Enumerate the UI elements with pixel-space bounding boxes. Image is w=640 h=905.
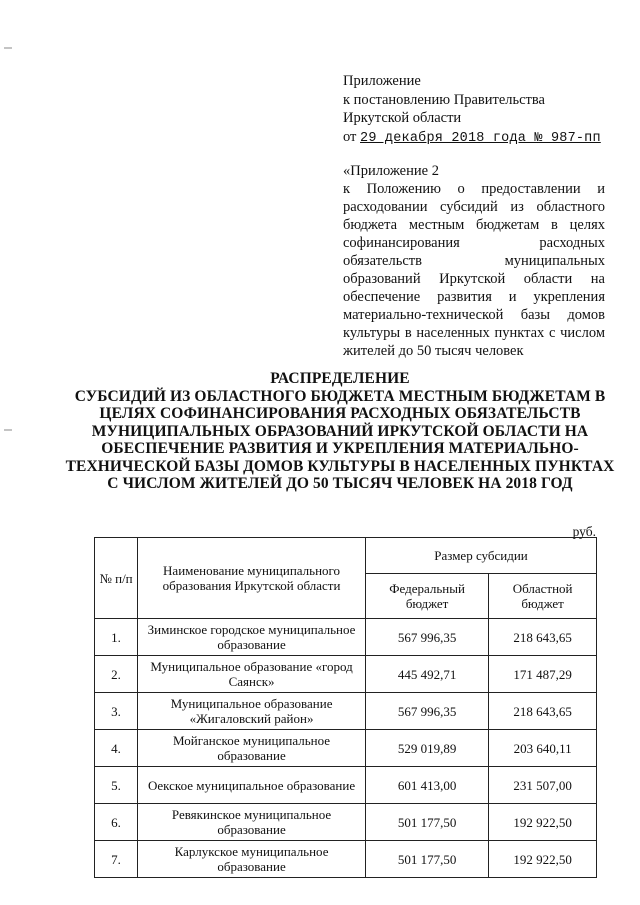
row-number: 5. <box>95 767 138 804</box>
row-regional: 192 922,50 <box>489 841 597 878</box>
row-name: Карлукское муниципальное образование <box>138 841 366 878</box>
row-number: 4. <box>95 730 138 767</box>
row-number: 3. <box>95 693 138 730</box>
row-regional: 203 640,11 <box>489 730 597 767</box>
table-header-row <box>95 538 597 574</box>
approval-line-1: Приложение <box>343 73 421 89</box>
row-name: Муниципальное образование «город Саянск» <box>138 656 366 693</box>
row-number: 6. <box>95 804 138 841</box>
header-subsidy-size: Размер субсидии <box>366 538 597 574</box>
document-title <box>60 370 620 493</box>
row-federal: 567 996,35 <box>366 619 489 656</box>
row-federal: 567 996,35 <box>366 693 489 730</box>
title-heading: РАСПРЕДЕЛЕНИЕ <box>270 370 410 387</box>
row-federal: 501 177,50 <box>366 804 489 841</box>
table-row <box>95 656 597 693</box>
approval-line-3: Иркутской области <box>343 110 462 126</box>
row-regional: 171 487,29 <box>489 656 597 693</box>
table-row <box>95 693 597 730</box>
approval-line-2: к постановлению Правительства <box>343 91 545 108</box>
table-row <box>95 804 597 841</box>
row-number: 1. <box>95 619 138 656</box>
approval-stamp <box>343 72 613 148</box>
row-federal: 445 492,71 <box>366 656 489 693</box>
row-number: 7. <box>95 841 138 878</box>
row-federal: 501 177,50 <box>366 841 489 878</box>
approval-date: 29 декабря 2018 года № 987-пп <box>360 130 601 146</box>
row-name: Зиминское городское муниципальное образование <box>138 619 366 656</box>
row-name: Мойганское муниципальное образование <box>138 730 366 767</box>
row-regional: 218 643,65 <box>489 693 597 730</box>
approval-date-line <box>343 128 613 149</box>
table-row <box>95 767 597 804</box>
row-name: Оекское муниципальное образование <box>138 767 366 804</box>
row-number: 2. <box>95 656 138 693</box>
appendix-title: «Приложение 2 <box>343 163 439 179</box>
table-row <box>95 730 597 767</box>
row-federal: 601 413,00 <box>366 767 489 804</box>
currency-unit: руб. <box>572 524 596 539</box>
row-regional: 218 643,65 <box>489 619 597 656</box>
header-name: Наименование муниципального образования Иркутской области <box>138 538 366 619</box>
row-name: Ревякинское муниципальное образование <box>138 804 366 841</box>
table-row <box>95 619 597 656</box>
row-federal: 529 019,89 <box>366 730 489 767</box>
appendix-body: к Положению о предоставлении и расходовании субсидий из областного бюджета местным бюджетам в целях софинансирования расходных обязательств муниципальных образований Иркутской области на обеспечение развития и укрепления материально-технической базы домов культуры в населенных пунктах с числом жителей до 50 тысяч человек <box>343 181 605 359</box>
header-regional: Областной бюджет <box>489 574 597 619</box>
row-regional: 231 507,00 <box>489 767 597 804</box>
approval-date-prefix: от <box>343 128 357 145</box>
header-number: № п/п <box>95 538 138 619</box>
header-federal: Федеральный бюджет <box>366 574 489 619</box>
row-regional: 192 922,50 <box>489 804 597 841</box>
appendix-reference <box>343 162 605 360</box>
subsidy-table <box>94 537 597 878</box>
table-row <box>95 841 597 878</box>
title-subtitle: СУБСИДИЙ ИЗ ОБЛАСТНОГО БЮДЖЕТА МЕСТНЫМ БЮДЖЕТАМ В ЦЕЛЯХ СОФИНАНСИРОВАНИЯ РАСХОДНЫХ ОБЯЗАТЕЛЬСТВ МУНИЦИПАЛЬНЫХ ОБРАЗОВАНИЙ ИРКУТСКОЙ ОБЛАСТИ НА ОБЕСПЕЧЕНИЕ РАЗВИТИЯ И УКРЕПЛЕНИЯ МАТЕРИАЛЬНО-ТЕХНИЧЕСКОЙ БАЗЫ ДОМОВ КУЛЬТУРЫ В НАСЕЛЕННЫХ ПУНКТАХ С ЧИСЛОМ ЖИТЕЛЕЙ ДО 50 ТЫСЯЧ ЧЕЛОВЕК НА 2018 ГОД <box>65 387 615 492</box>
row-name: Муниципальное образование «Жигаловский район» <box>138 693 366 730</box>
